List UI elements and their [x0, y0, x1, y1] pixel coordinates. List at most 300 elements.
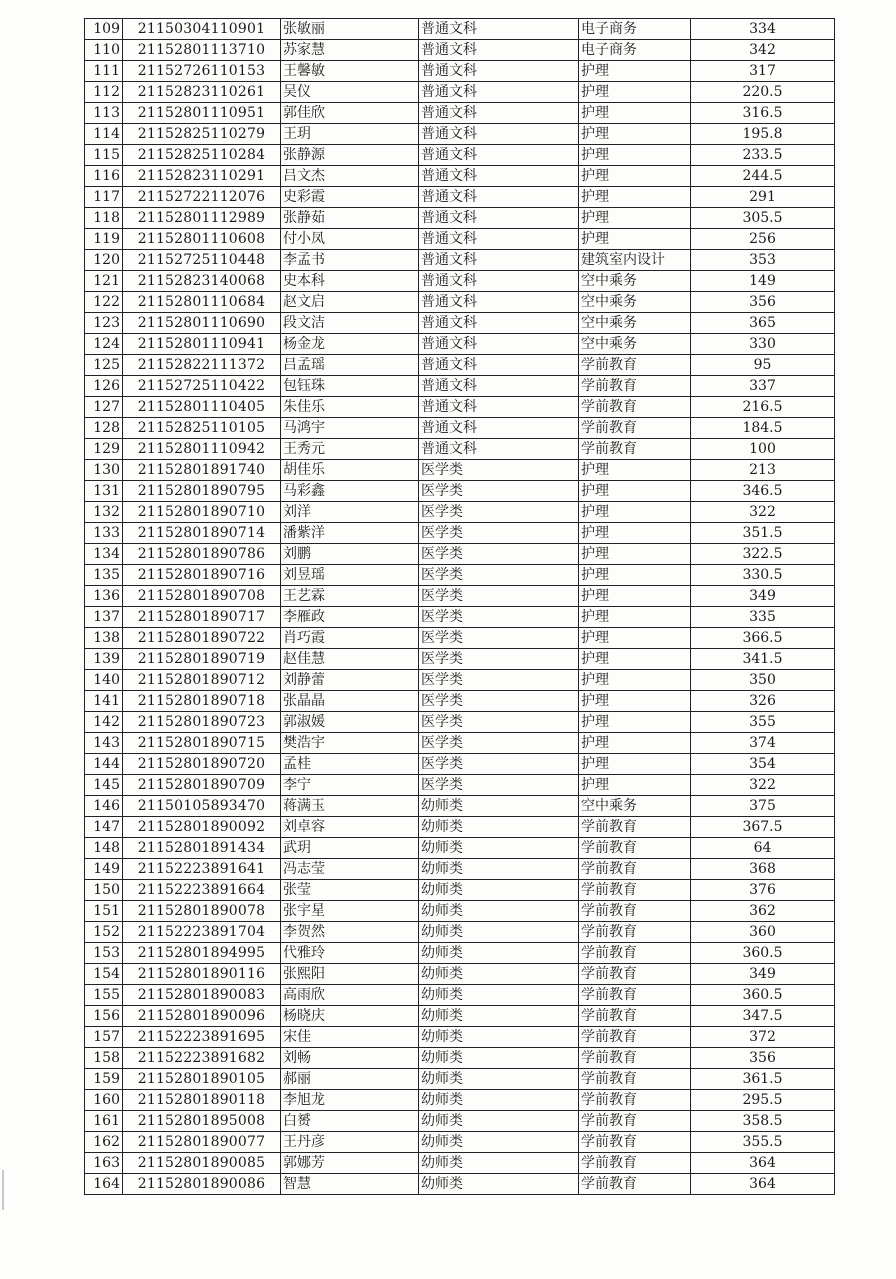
exam-category-cell: 医学类 [419, 502, 579, 523]
major-cell: 学前教育 [579, 964, 691, 985]
scan-edge-mark [2, 1170, 4, 1210]
student-name-cell: 刘畅 [281, 1048, 419, 1069]
student-name-cell: 武玥 [281, 838, 419, 859]
exam-id-cell: 21152801110405 [123, 397, 281, 418]
student-name-cell: 张熙阳 [281, 964, 419, 985]
score-cell: 326 [691, 691, 835, 712]
exam-id-cell: 21152825110284 [123, 145, 281, 166]
score-cell: 317 [691, 61, 835, 82]
score-cell: 356 [691, 1048, 835, 1069]
exam-id-cell: 21152801890714 [123, 523, 281, 544]
major-cell: 护理 [579, 502, 691, 523]
major-cell: 护理 [579, 775, 691, 796]
student-name-cell: 郭娜芳 [281, 1153, 419, 1174]
score-cell: 349 [691, 586, 835, 607]
table-row [85, 124, 835, 145]
score-cell: 347.5 [691, 1006, 835, 1027]
exam-category-cell: 普通文科 [419, 40, 579, 61]
roster-body [85, 19, 835, 1195]
row-number-cell: 163 [85, 1153, 123, 1174]
exam-category-cell: 医学类 [419, 754, 579, 775]
exam-id-cell: 21152801890078 [123, 901, 281, 922]
exam-id-cell: 21152801894995 [123, 943, 281, 964]
exam-category-cell: 医学类 [419, 712, 579, 733]
score-cell: 366.5 [691, 628, 835, 649]
student-name-cell: 郝丽 [281, 1069, 419, 1090]
student-name-cell: 马彩鑫 [281, 481, 419, 502]
row-number-cell: 114 [85, 124, 123, 145]
major-cell: 建筑室内设计 [579, 250, 691, 271]
exam-id-cell: 21152223891695 [123, 1027, 281, 1048]
student-name-cell: 高雨欣 [281, 985, 419, 1006]
major-cell: 护理 [579, 670, 691, 691]
exam-id-cell: 21152801890118 [123, 1090, 281, 1111]
score-cell: 337 [691, 376, 835, 397]
exam-category-cell: 幼师类 [419, 1048, 579, 1069]
exam-id-cell: 21152725110422 [123, 376, 281, 397]
score-cell: 360.5 [691, 985, 835, 1006]
student-name-cell: 朱佳乐 [281, 397, 419, 418]
table-row [85, 817, 835, 838]
major-cell: 护理 [579, 586, 691, 607]
row-number-cell: 153 [85, 943, 123, 964]
table-row [85, 145, 835, 166]
exam-id-cell: 21152801890708 [123, 586, 281, 607]
score-cell: 355 [691, 712, 835, 733]
exam-category-cell: 普通文科 [419, 292, 579, 313]
exam-id-cell: 21152801890710 [123, 502, 281, 523]
row-number-cell: 110 [85, 40, 123, 61]
exam-category-cell: 普通文科 [419, 229, 579, 250]
exam-id-cell: 21152801890116 [123, 964, 281, 985]
exam-id-cell: 21152801890717 [123, 607, 281, 628]
exam-id-cell: 21152801890105 [123, 1069, 281, 1090]
table-row [85, 985, 835, 1006]
exam-id-cell: 21152726110153 [123, 61, 281, 82]
table-row [85, 376, 835, 397]
score-cell: 233.5 [691, 145, 835, 166]
exam-id-cell: 21152825110105 [123, 418, 281, 439]
exam-category-cell: 医学类 [419, 544, 579, 565]
exam-category-cell: 幼师类 [419, 1027, 579, 1048]
exam-id-cell: 21152801110942 [123, 439, 281, 460]
row-number-cell: 117 [85, 187, 123, 208]
score-cell: 364 [691, 1174, 835, 1195]
student-name-cell: 智慧 [281, 1174, 419, 1195]
major-cell: 护理 [579, 628, 691, 649]
score-cell: 355.5 [691, 1132, 835, 1153]
row-number-cell: 145 [85, 775, 123, 796]
student-name-cell: 李宁 [281, 775, 419, 796]
score-cell: 365 [691, 313, 835, 334]
exam-category-cell: 幼师类 [419, 838, 579, 859]
student-name-cell: 潘紫洋 [281, 523, 419, 544]
student-name-cell: 宋佳 [281, 1027, 419, 1048]
exam-category-cell: 幼师类 [419, 964, 579, 985]
row-number-cell: 140 [85, 670, 123, 691]
row-number-cell: 147 [85, 817, 123, 838]
student-name-cell: 王秀元 [281, 439, 419, 460]
major-cell: 学前教育 [579, 1111, 691, 1132]
score-cell: 341.5 [691, 649, 835, 670]
exam-id-cell: 21152801110951 [123, 103, 281, 124]
student-name-cell: 李旭龙 [281, 1090, 419, 1111]
major-cell: 护理 [579, 187, 691, 208]
exam-category-cell: 医学类 [419, 670, 579, 691]
table-row [85, 901, 835, 922]
major-cell: 学前教育 [579, 1174, 691, 1195]
score-cell: 149 [691, 271, 835, 292]
table-row [85, 691, 835, 712]
table-row [85, 271, 835, 292]
student-name-cell: 赵佳慧 [281, 649, 419, 670]
major-cell: 学前教育 [579, 1027, 691, 1048]
major-cell: 护理 [579, 565, 691, 586]
exam-id-cell: 21152801890723 [123, 712, 281, 733]
exam-id-cell: 21152801890096 [123, 1006, 281, 1027]
row-number-cell: 112 [85, 82, 123, 103]
student-name-cell: 史彩霞 [281, 187, 419, 208]
student-name-cell: 段文洁 [281, 313, 419, 334]
table-row [85, 82, 835, 103]
score-cell: 353 [691, 250, 835, 271]
major-cell: 空中乘务 [579, 313, 691, 334]
exam-id-cell: 21152725110448 [123, 250, 281, 271]
exam-id-cell: 21152801110608 [123, 229, 281, 250]
exam-id-cell: 21152801890086 [123, 1174, 281, 1195]
score-cell: 195.8 [691, 124, 835, 145]
exam-category-cell: 医学类 [419, 586, 579, 607]
exam-id-cell: 21152801890712 [123, 670, 281, 691]
exam-category-cell: 幼师类 [419, 922, 579, 943]
exam-id-cell: 21152722112076 [123, 187, 281, 208]
row-number-cell: 159 [85, 1069, 123, 1090]
student-name-cell: 杨晓庆 [281, 1006, 419, 1027]
student-name-cell: 杨金龙 [281, 334, 419, 355]
major-cell: 护理 [579, 208, 691, 229]
score-cell: 334 [691, 19, 835, 40]
score-cell: 351.5 [691, 523, 835, 544]
table-row [85, 166, 835, 187]
exam-category-cell: 普通文科 [419, 439, 579, 460]
exam-id-cell: 21152801890077 [123, 1132, 281, 1153]
exam-id-cell: 21152801890716 [123, 565, 281, 586]
major-cell: 护理 [579, 145, 691, 166]
major-cell: 空中乘务 [579, 796, 691, 817]
row-number-cell: 164 [85, 1174, 123, 1195]
score-cell: 376 [691, 880, 835, 901]
row-number-cell: 161 [85, 1111, 123, 1132]
table-row [85, 922, 835, 943]
score-cell: 244.5 [691, 166, 835, 187]
exam-category-cell: 普通文科 [419, 19, 579, 40]
exam-category-cell: 幼师类 [419, 1174, 579, 1195]
exam-category-cell: 普通文科 [419, 82, 579, 103]
exam-category-cell: 普通文科 [419, 61, 579, 82]
student-name-cell: 胡佳乐 [281, 460, 419, 481]
exam-id-cell: 21152822111372 [123, 355, 281, 376]
row-number-cell: 137 [85, 607, 123, 628]
student-name-cell: 李贺然 [281, 922, 419, 943]
exam-category-cell: 医学类 [419, 691, 579, 712]
student-name-cell: 张静茹 [281, 208, 419, 229]
table-row [85, 796, 835, 817]
exam-id-cell: 21152801890786 [123, 544, 281, 565]
table-row [85, 943, 835, 964]
score-cell: 349 [691, 964, 835, 985]
row-number-cell: 127 [85, 397, 123, 418]
exam-id-cell: 21152823140068 [123, 271, 281, 292]
row-number-cell: 149 [85, 859, 123, 880]
student-name-cell: 李孟书 [281, 250, 419, 271]
student-name-cell: 冯志莹 [281, 859, 419, 880]
score-cell: 360.5 [691, 943, 835, 964]
table-row [85, 838, 835, 859]
exam-id-cell: 21152801891434 [123, 838, 281, 859]
score-cell: 184.5 [691, 418, 835, 439]
exam-id-cell: 21152223891682 [123, 1048, 281, 1069]
exam-id-cell: 21152825110279 [123, 124, 281, 145]
table-row [85, 544, 835, 565]
major-cell: 电子商务 [579, 19, 691, 40]
major-cell: 护理 [579, 523, 691, 544]
score-cell: 305.5 [691, 208, 835, 229]
row-number-cell: 124 [85, 334, 123, 355]
student-name-cell: 刘静蕾 [281, 670, 419, 691]
score-cell: 346.5 [691, 481, 835, 502]
major-cell: 护理 [579, 712, 691, 733]
table-row [85, 880, 835, 901]
exam-category-cell: 普通文科 [419, 166, 579, 187]
exam-id-cell: 21152801890795 [123, 481, 281, 502]
row-number-cell: 109 [85, 19, 123, 40]
student-name-cell: 吕孟瑶 [281, 355, 419, 376]
row-number-cell: 143 [85, 733, 123, 754]
score-cell: 256 [691, 229, 835, 250]
major-cell: 护理 [579, 229, 691, 250]
major-cell: 学前教育 [579, 1069, 691, 1090]
row-number-cell: 146 [85, 796, 123, 817]
major-cell: 学前教育 [579, 880, 691, 901]
table-row [85, 565, 835, 586]
exam-id-cell: 21152801113710 [123, 40, 281, 61]
table-row [85, 229, 835, 250]
score-cell: 95 [691, 355, 835, 376]
student-name-cell: 吴仪 [281, 82, 419, 103]
major-cell: 学前教育 [579, 943, 691, 964]
row-number-cell: 160 [85, 1090, 123, 1111]
student-name-cell: 王玥 [281, 124, 419, 145]
major-cell: 空中乘务 [579, 292, 691, 313]
table-row [85, 334, 835, 355]
student-name-cell: 张静源 [281, 145, 419, 166]
student-name-cell: 张宇星 [281, 901, 419, 922]
row-number-cell: 131 [85, 481, 123, 502]
major-cell: 学前教育 [579, 838, 691, 859]
table-row [85, 1132, 835, 1153]
table-row [85, 1153, 835, 1174]
score-cell: 362 [691, 901, 835, 922]
row-number-cell: 123 [85, 313, 123, 334]
exam-id-cell: 21152823110261 [123, 82, 281, 103]
score-cell: 375 [691, 796, 835, 817]
student-name-cell: 马鸿宇 [281, 418, 419, 439]
exam-category-cell: 医学类 [419, 607, 579, 628]
major-cell: 护理 [579, 460, 691, 481]
student-name-cell: 蒋满玉 [281, 796, 419, 817]
exam-category-cell: 幼师类 [419, 1132, 579, 1153]
table-row [85, 103, 835, 124]
major-cell: 学前教育 [579, 817, 691, 838]
exam-category-cell: 普通文科 [419, 355, 579, 376]
exam-id-cell: 21152223891704 [123, 922, 281, 943]
student-name-cell: 白赟 [281, 1111, 419, 1132]
row-number-cell: 144 [85, 754, 123, 775]
table-row [85, 439, 835, 460]
major-cell: 护理 [579, 481, 691, 502]
score-cell: 64 [691, 838, 835, 859]
table-row [85, 502, 835, 523]
exam-id-cell: 21152801891740 [123, 460, 281, 481]
exam-category-cell: 幼师类 [419, 985, 579, 1006]
row-number-cell: 125 [85, 355, 123, 376]
score-cell: 360 [691, 922, 835, 943]
exam-category-cell: 普通文科 [419, 376, 579, 397]
exam-category-cell: 幼师类 [419, 796, 579, 817]
exam-category-cell: 普通文科 [419, 187, 579, 208]
score-cell: 322.5 [691, 544, 835, 565]
table-row [85, 1174, 835, 1195]
row-number-cell: 122 [85, 292, 123, 313]
table-row [85, 733, 835, 754]
score-cell: 367.5 [691, 817, 835, 838]
row-number-cell: 130 [85, 460, 123, 481]
exam-id-cell: 21152801895008 [123, 1111, 281, 1132]
major-cell: 学前教育 [579, 922, 691, 943]
table-row [85, 355, 835, 376]
exam-category-cell: 幼师类 [419, 859, 579, 880]
exam-category-cell: 普通文科 [419, 124, 579, 145]
exam-category-cell: 幼师类 [419, 1153, 579, 1174]
table-row [85, 1048, 835, 1069]
exam-category-cell: 幼师类 [419, 901, 579, 922]
row-number-cell: 135 [85, 565, 123, 586]
row-number-cell: 129 [85, 439, 123, 460]
major-cell: 学前教育 [579, 1006, 691, 1027]
student-name-cell: 王艺霖 [281, 586, 419, 607]
exam-id-cell: 21152801112989 [123, 208, 281, 229]
exam-id-cell: 21152223891641 [123, 859, 281, 880]
row-number-cell: 116 [85, 166, 123, 187]
score-cell: 295.5 [691, 1090, 835, 1111]
score-cell: 374 [691, 733, 835, 754]
major-cell: 学前教育 [579, 376, 691, 397]
exam-category-cell: 普通文科 [419, 313, 579, 334]
exam-id-cell: 21152801110684 [123, 292, 281, 313]
major-cell: 学前教育 [579, 859, 691, 880]
table-row [85, 607, 835, 628]
exam-category-cell: 医学类 [419, 628, 579, 649]
table-row [85, 40, 835, 61]
score-cell: 350 [691, 670, 835, 691]
student-name-cell: 吕文杰 [281, 166, 419, 187]
row-number-cell: 119 [85, 229, 123, 250]
student-name-cell: 肖巧霞 [281, 628, 419, 649]
student-name-cell: 王馨敏 [281, 61, 419, 82]
table-row [85, 1006, 835, 1027]
major-cell: 护理 [579, 124, 691, 145]
row-number-cell: 154 [85, 964, 123, 985]
major-cell: 护理 [579, 733, 691, 754]
exam-category-cell: 普通文科 [419, 250, 579, 271]
exam-category-cell: 幼师类 [419, 943, 579, 964]
row-number-cell: 113 [85, 103, 123, 124]
row-number-cell: 157 [85, 1027, 123, 1048]
table-row [85, 670, 835, 691]
exam-id-cell: 21152801890720 [123, 754, 281, 775]
exam-id-cell: 21152801890722 [123, 628, 281, 649]
exam-category-cell: 医学类 [419, 649, 579, 670]
student-name-cell: 王丹彦 [281, 1132, 419, 1153]
score-cell: 100 [691, 439, 835, 460]
exam-id-cell: 21152801890083 [123, 985, 281, 1006]
exam-category-cell: 医学类 [419, 565, 579, 586]
student-name-cell: 郭佳欣 [281, 103, 419, 124]
student-name-cell: 刘昱瑶 [281, 565, 419, 586]
exam-category-cell: 幼师类 [419, 880, 579, 901]
table-row [85, 313, 835, 334]
row-number-cell: 115 [85, 145, 123, 166]
exam-category-cell: 普通文科 [419, 397, 579, 418]
major-cell: 护理 [579, 166, 691, 187]
score-cell: 361.5 [691, 1069, 835, 1090]
score-cell: 364 [691, 1153, 835, 1174]
table-row [85, 523, 835, 544]
row-number-cell: 158 [85, 1048, 123, 1069]
score-cell: 316.5 [691, 103, 835, 124]
score-cell: 368 [691, 859, 835, 880]
exam-id-cell: 21152823110291 [123, 166, 281, 187]
row-number-cell: 118 [85, 208, 123, 229]
exam-category-cell: 普通文科 [419, 418, 579, 439]
student-name-cell: 郭淑媛 [281, 712, 419, 733]
student-name-cell: 孟桂 [281, 754, 419, 775]
exam-id-cell: 21152801890709 [123, 775, 281, 796]
table-row [85, 649, 835, 670]
table-row [85, 481, 835, 502]
major-cell: 空中乘务 [579, 334, 691, 355]
major-cell: 护理 [579, 61, 691, 82]
student-name-cell: 李雁政 [281, 607, 419, 628]
row-number-cell: 162 [85, 1132, 123, 1153]
student-name-cell: 刘洋 [281, 502, 419, 523]
table-row [85, 208, 835, 229]
student-name-cell: 苏家慧 [281, 40, 419, 61]
student-name-cell: 张敏丽 [281, 19, 419, 40]
exam-category-cell: 医学类 [419, 523, 579, 544]
row-number-cell: 150 [85, 880, 123, 901]
major-cell: 学前教育 [579, 985, 691, 1006]
table-row [85, 859, 835, 880]
student-name-cell: 赵文启 [281, 292, 419, 313]
exam-category-cell: 幼师类 [419, 817, 579, 838]
admission-roster-table [84, 18, 835, 1195]
student-name-cell: 包钰珠 [281, 376, 419, 397]
exam-id-cell: 21152223891664 [123, 880, 281, 901]
major-cell: 护理 [579, 82, 691, 103]
exam-category-cell: 幼师类 [419, 1111, 579, 1132]
exam-category-cell: 普通文科 [419, 103, 579, 124]
